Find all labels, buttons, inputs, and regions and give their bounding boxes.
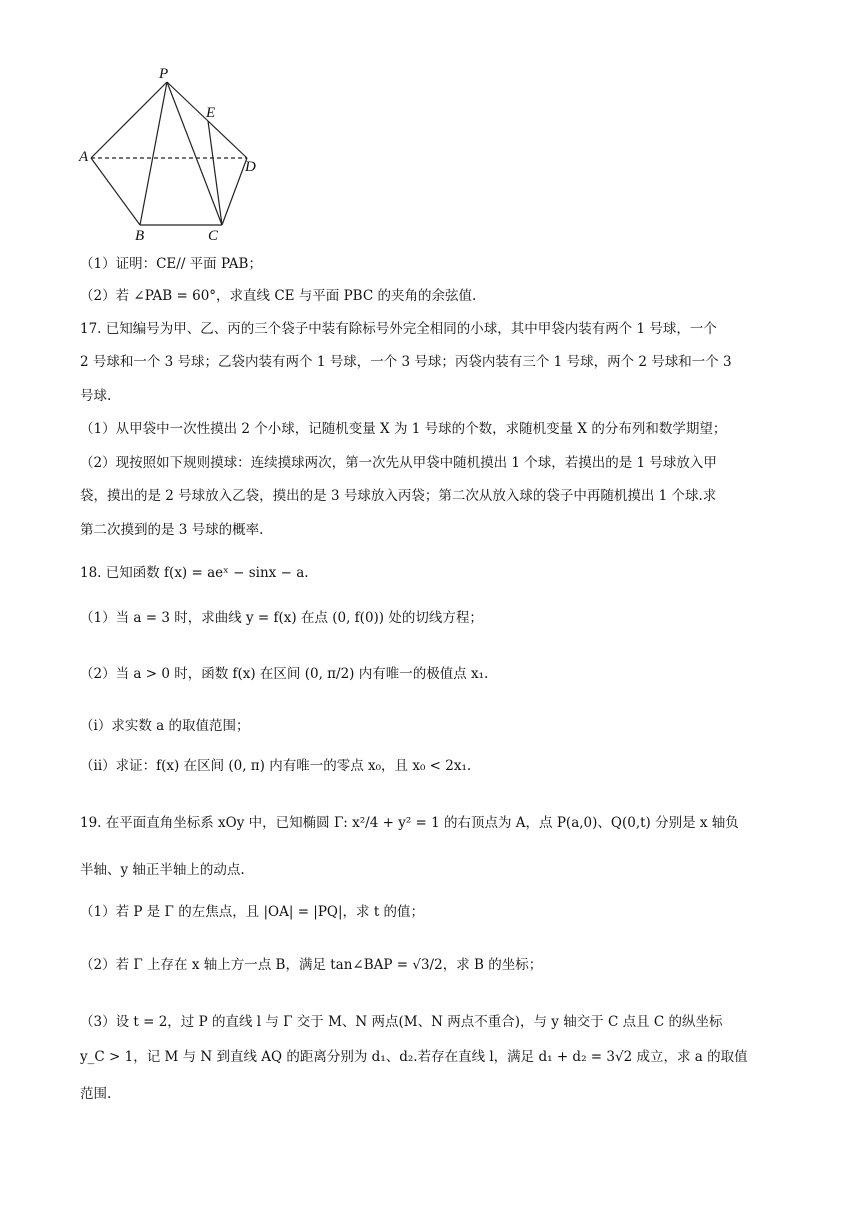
q17-stem-line1: 17. 已知编号为甲、乙、丙的三个袋子中装有除标号外完全相同的小球，其中甲袋内装有两个 1 号球，一个 [80, 321, 717, 337]
edge-PA [91, 82, 167, 158]
pyramid-figure [75, 62, 275, 242]
q17-part2-line1: （2）现按照如下规则摸球：连续摸球两次，第一次先从甲袋中随机摸出 1 个球，若摸出的是 1 号球放入甲 [80, 455, 717, 471]
edge-AB [91, 158, 140, 225]
q17-part1: （1）从甲袋中一次性摸出 2 个小球，记随机变量 X 为 1 号球的个数，求随机变量 X 的分布列和数学期望； [80, 421, 727, 437]
label-A: A [79, 149, 89, 165]
edge-PB [140, 82, 167, 225]
q19-part3-line3: 范围. [80, 1086, 112, 1102]
edge-PE [167, 82, 208, 121]
q19-part2: （2）若 Γ 上存在 x 轴上方一点 B，满足 tan∠BAP = √3/2，求 B 的坐标； [80, 957, 543, 973]
q17-stem-line3: 号球. [80, 388, 112, 404]
q19-part1: （1）若 P 是 Γ 的左焦点，且 |OA| = |PQ|，求 t 的值； [80, 904, 425, 920]
q18-part1: （1）当 a = 3 时，求曲线 y = f(x) 在点 (0, f(0)) 处的切线方程； [80, 610, 483, 626]
q17-stem-line2: 2 号球和一个 3 号球；乙袋内装有两个 1 号球，一个 3 号球；丙袋内装有三个 1 号球，两个 2 号球和一个 3 [80, 354, 732, 370]
label-P: P [159, 66, 169, 82]
edge-DE [208, 121, 247, 158]
q19-part3-line1: （3）设 t = 2，过 P 的直线 l 与 Γ 交于 M、N 两点(M、N 两点不重合)，与 y 轴交于 C 点且 C 的纵坐标 [80, 1014, 723, 1030]
q16-part2: （2）若 ∠PAB = 60°，求直线 CE 与平面 PBC 的夹角的余弦值. [80, 288, 477, 304]
q18-sub-i: （i）求实数 a 的取值范围； [80, 718, 250, 734]
q19-stem: 19. 在平面直角坐标系 xOy 中，已知椭圆 Γ: x²/4 + y² = 1 的右顶点为 A，点 P(a,0)、Q(0,t) 分别是 x 轴负 [80, 815, 739, 831]
edge-EC [208, 121, 222, 225]
q17-part2-line3: 第二次摸到的是 3 号球的概率. [80, 522, 264, 538]
label-B: B [135, 228, 145, 244]
q18-stem: 18. 已知函数 f(x) = aeˣ − sinx − a. [80, 565, 309, 581]
label-D: D [245, 159, 256, 175]
q18-sub-ii: （ii）求证：f(x) 在区间 (0, π) 内有唯一的零点 x₀，且 x₀ < 2x₁. [80, 758, 472, 774]
q19-stem-line2: 半轴、y 轴正半轴上的动点. [80, 862, 245, 878]
q19-part3-line2: y_C > 1，记 M 与 N 到直线 AQ 的距离分别为 d₁、d₂.若存在直线 l，满足 d₁ + d₂ = 3√2 成立，求 a 的取值 [80, 1049, 748, 1065]
edge-PC [167, 82, 222, 225]
q18-part2: （2）当 a > 0 时，函数 f(x) 在区间 (0, π/2) 内有唯一的极值点 x₁. [80, 666, 489, 682]
q16-part1: （1）证明：CE// 平面 PAB； [80, 256, 262, 272]
edge-CD [222, 158, 247, 225]
label-E: E [206, 105, 216, 121]
label-C: C [208, 228, 219, 244]
q17-part2-line2: 袋，摸出的是 2 号球放入乙袋，摸出的是 3 号球放入丙袋；第二次从放入球的袋子中再随机摸出 1 个球.求 [80, 488, 717, 504]
